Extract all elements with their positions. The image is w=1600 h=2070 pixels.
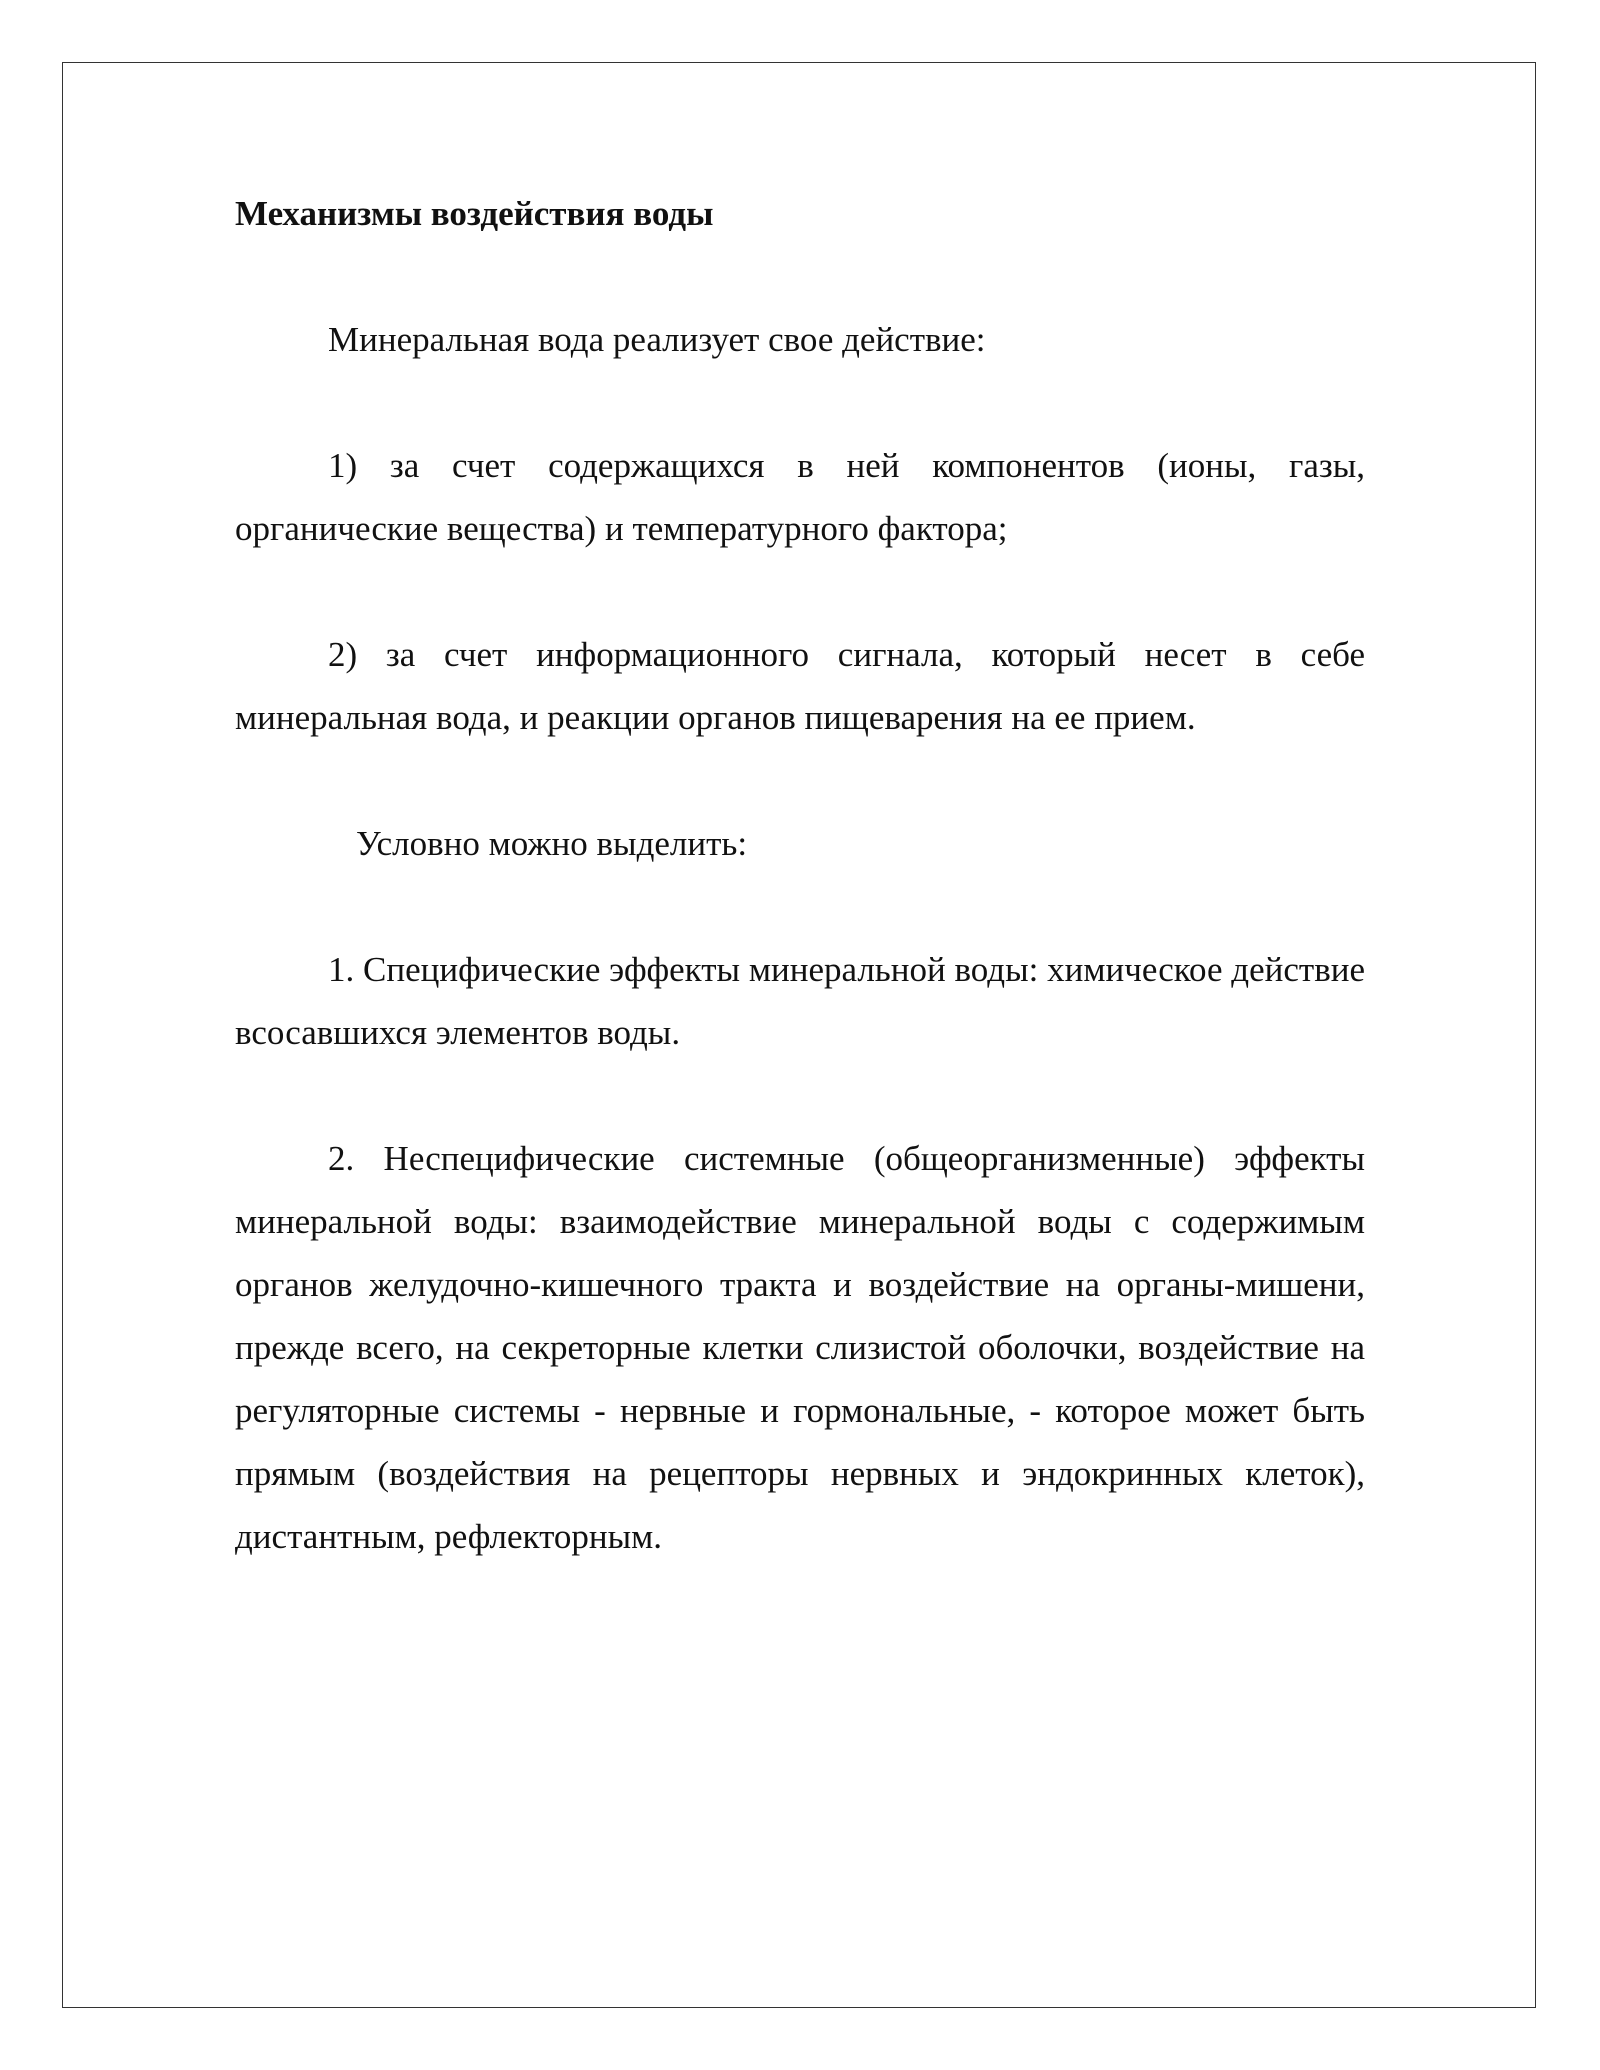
paragraph-nonspecific-effects: 2. Неспецифические системные (общеорганизменные) эффекты минеральной воды: взаимодействие минеральной воды с содержимым органов желудочно-кишечного тракта и воздействие на органы-мишени, прежде всего, на секреторные клетки слизистой оболочки, воздействие на регуляторные системы - нервные и гормональные, - которое может быть прямым (воздействия на рецепторы нервных и эндокринных клеток), дистантным, рефлекторным. bbox=[235, 1139, 1365, 1556]
spacer bbox=[235, 875, 1365, 938]
paragraph-conditional: Условно можно выделить: bbox=[356, 824, 748, 863]
document-title: Механизмы воздействия воды bbox=[235, 194, 714, 233]
spacer bbox=[235, 560, 1365, 623]
spacer bbox=[235, 245, 1365, 308]
document-body bbox=[235, 182, 1365, 1568]
paragraph-specific-effects: 1. Специфические эффекты минеральной воды: химическое действие всосавшихся элементов воды. bbox=[235, 950, 1365, 1052]
spacer bbox=[235, 1064, 1365, 1127]
spacer bbox=[235, 371, 1365, 434]
paragraph-point-2: 2) за счет информационного сигнала, который несет в себе минеральная вода, и реакции органов пищеварения на ее прием. bbox=[235, 635, 1365, 737]
spacer bbox=[235, 749, 1365, 812]
paragraph-point-1: 1) за счет содержащихся в ней компонентов (ионы, газы, органические вещества) и температурного фактора; bbox=[235, 446, 1365, 548]
paragraph-intro: Минеральная вода реализует свое действие: bbox=[328, 320, 986, 359]
